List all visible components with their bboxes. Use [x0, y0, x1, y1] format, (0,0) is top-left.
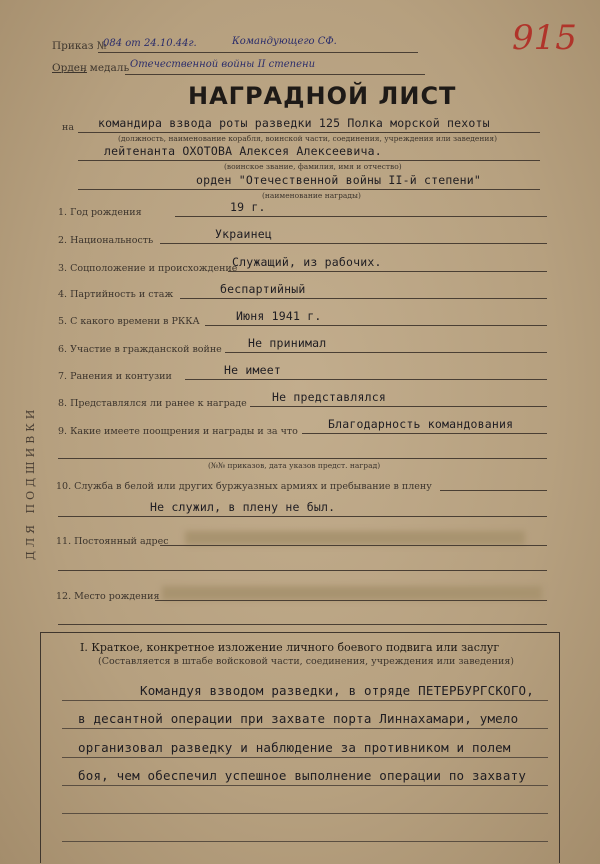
commendations-caption: (№№ приказов, дата указов предст. наград): [208, 461, 381, 470]
narrative-line-3: организовал разведку и наблюдение за противником и полем: [78, 740, 511, 755]
field-line: [205, 325, 547, 326]
section-subtitle: (Составляется в штабе войсковой части, соединения, учреждения или заведения): [98, 656, 515, 667]
field-civil-war-value: Не принимал: [248, 336, 327, 350]
field-previous-award-label: 8. Представлялся ли ранее к награде: [58, 398, 247, 409]
field-line: [58, 624, 547, 625]
field-line: [160, 243, 547, 244]
field-commendations-value: Благодарность командования: [328, 417, 514, 431]
medal-line: [125, 74, 425, 75]
position-line: [78, 132, 540, 133]
corner-number: 915: [512, 18, 577, 58]
section-title: I. Краткое, конкретное изложение личного боевого подвига или заслуг: [80, 641, 500, 654]
field-line: [302, 433, 547, 434]
field-line: [58, 516, 547, 517]
field-line: [185, 379, 547, 380]
name-value: лейтенанта ОХОТОВА Алексея Алексеевича.: [104, 144, 382, 158]
narrative-line-1: Командуя взводом разведки, в отряде ПЕТЕРБУРГСКОГО,: [140, 683, 535, 698]
field-commendations-label: 9. Какие имеете поощрения и награды и за что: [58, 426, 298, 437]
narrative-rule: [62, 728, 548, 729]
field-line: [58, 570, 547, 571]
field-nationality-value: Украинец: [215, 227, 272, 241]
narrative-line-2: в десантной операции при захвате порта Линнахамари, умело: [78, 711, 519, 726]
field-social-label: 3. Соцположение и происхождение: [58, 263, 238, 274]
narrative-line-4: боя, чем обеспечил успешное выполнение операции по захвату: [78, 768, 527, 783]
field-address-label: 11. Постоянный адрес: [56, 536, 169, 547]
field-line: [440, 490, 547, 491]
narrative-rule: [62, 757, 548, 758]
narrative-rule: [62, 700, 548, 701]
field-civil-war-label: 6. Участие в гражданской войне: [58, 344, 222, 355]
medal-handwritten: Отечественной войны II степени: [130, 59, 316, 70]
field-service-label: 10. Служба в белой или других буржуазных армиях и пребывание в плену: [56, 481, 432, 492]
field-line: [250, 406, 547, 407]
redacted-birthplace: [162, 586, 542, 600]
field-party-value: беспартийный: [220, 282, 306, 296]
award-line: [78, 189, 540, 190]
na-label: на: [62, 122, 74, 133]
field-rkka-label: 5. С какого времени в РККА: [58, 316, 200, 327]
medal-label-medal: , медаль: [83, 62, 130, 74]
narrative-rule: [62, 785, 548, 786]
field-nationality-label: 2. Национальность: [58, 235, 154, 246]
award-value: орден "Отечественной войны II-й степени": [196, 173, 481, 187]
page-title: НАГРАДНОЙ ЛИСТ: [188, 82, 457, 110]
field-line: [180, 298, 547, 299]
order-line: [98, 52, 418, 53]
narrative-rule: [62, 813, 548, 814]
narrative-rule: [62, 841, 548, 842]
order-label: Приказ №: [52, 40, 107, 52]
order-number-handwritten: 084 от 24.10.44г.: [103, 38, 197, 49]
medal-label-order: Орден: [52, 62, 88, 74]
field-wounds-label: 7. Ранения и контузии: [58, 371, 172, 382]
field-line: [160, 545, 547, 546]
field-previous-award-value: Не представлялся: [272, 390, 386, 404]
field-line: [175, 216, 547, 217]
field-social-value: Служащий, из рабочих.: [232, 255, 382, 269]
field-line: [228, 271, 547, 272]
position-value: командира взвода роты разведки 125 Полка морской пехоты: [98, 116, 490, 130]
field-wounds-value: Не имеет: [224, 363, 281, 377]
field-line: [58, 458, 547, 459]
award-caption: (наименование награды): [262, 191, 361, 200]
field-party-label: 4. Партийность и стаж: [58, 289, 174, 300]
field-line: [155, 600, 547, 601]
field-service-value: Не служил, в плену не был.: [150, 500, 336, 514]
field-birth-year-label: 1. Год рождения: [58, 207, 142, 218]
redacted-address: [185, 531, 525, 545]
field-birthplace-label: 12. Место рождения: [56, 591, 160, 602]
name-line: [78, 160, 540, 161]
field-line: [225, 352, 547, 353]
side-binding-label: ДЛЯ ПОДШИВКИ: [24, 405, 37, 560]
field-rkka-value: Июня 1941 г.: [236, 309, 322, 323]
order-issuer-handwritten: Командующего СФ.: [232, 36, 337, 47]
field-birth-year-value: 19 г.: [230, 200, 266, 214]
position-caption: (должность, наименование корабля, воинской части, соединения, учреждения или заведения): [118, 134, 497, 143]
name-caption: (воинское звание, фамилия, имя и отчество): [224, 162, 402, 171]
